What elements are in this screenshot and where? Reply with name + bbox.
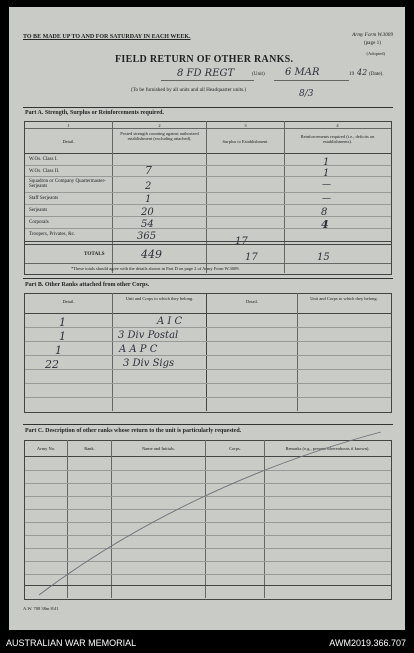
reinf-value: — <box>322 180 331 190</box>
reinf-value: — <box>322 194 331 204</box>
posted-value: 365 <box>137 231 157 242</box>
page-number: (page 1) <box>363 40 381 46</box>
part-c-col-army-no: Army No. <box>36 446 56 451</box>
total-posted: 449 <box>141 248 162 261</box>
part-a-footnote: *These totals should agree with the details shown in Part D on page 2 of Army Form W.3009. <box>71 266 240 271</box>
part-b-unit: A I C <box>157 316 183 327</box>
unit-label: (Unit) <box>252 71 265 77</box>
unit-handwritten: 8 FD REGT <box>177 68 235 79</box>
col-header-posted: Posted strength counting against authorized establishment (excluding attached). <box>120 131 199 141</box>
print-code: A.W. 708 38m 8/41 <box>23 606 59 611</box>
col-header-reinf: Reinforcements required (i.e., deficits on establishments). <box>300 134 375 144</box>
total-reinf: 15 <box>317 252 330 263</box>
archive-credit: AUSTRALIAN WAR MEMORIAL <box>6 638 137 648</box>
posted-value: 54 <box>141 219 154 230</box>
col-num-3: 3 <box>244 123 247 128</box>
col-header-surplus: Surplus to Establishment. <box>222 139 269 144</box>
date-label: (Date). <box>369 71 384 77</box>
posted-value: 20 <box>141 207 154 218</box>
part-c-col-remarks: Remarks (e.g., present whereabouts if known). <box>285 446 370 451</box>
date-handwritten: 6 MAR <box>285 67 320 78</box>
part-b-unit: 3 Div Sigs <box>123 358 175 369</box>
part-b-unit: A A P C <box>119 344 158 355</box>
form-title: FIELD RETURN OF OTHER RANKS. <box>115 54 294 65</box>
part-a-title: Part A. Strength, Surplus or Reinforcements required. <box>25 110 164 116</box>
adopted-label: (Adopted) <box>366 51 385 56</box>
part-c-col-rank: Rank. <box>84 446 95 451</box>
reinf-value: 4 <box>321 218 329 231</box>
row-detail: Squadron or Company Quartermaster-Serjeants <box>29 179 106 189</box>
part-b-col-unit-1: Unit and Corps to which they belong. <box>125 296 194 301</box>
instruction-text: TO BE MADE UP TO AND FOR SATURDAY IN EACH WEEK. <box>23 34 191 40</box>
annotation: 8/3 <box>299 89 314 99</box>
furnish-note: (To be furnished by all units and all Headquarter units.) <box>131 87 247 93</box>
reinf-value: 1 <box>323 168 330 179</box>
col-num-4: 4 <box>336 123 339 128</box>
part-b-detail: 1 <box>55 344 62 357</box>
part-b-detail: 1 <box>59 330 66 343</box>
row-detail: W.Os. Class I. <box>29 157 58 162</box>
row-detail: W.Os. Class II. <box>29 169 60 174</box>
archive-id: AWM2019.366.707 <box>329 638 406 648</box>
part-c-col-name: Name and Initials. <box>141 446 176 451</box>
totals-label: TOTALS <box>84 251 105 257</box>
part-b-unit: 3 Div Postal <box>118 330 179 341</box>
part-c-title: Part C. Description of other ranks whose return to the unit is particularly requested. <box>25 428 242 434</box>
row-detail: Corporals <box>29 220 49 225</box>
row-detail: Staff Serjeants <box>29 196 59 201</box>
col-header-detail: Detail. <box>62 139 75 144</box>
reinf-value: 1 <box>323 157 330 168</box>
form-page <box>9 7 405 630</box>
form-id: Army Form W.3009 <box>352 32 393 38</box>
row-detail: Serjeants <box>29 208 48 213</box>
surplus-value: 17 <box>235 236 248 247</box>
posted-value: 1 <box>145 194 152 205</box>
part-b-detail: 1 <box>59 316 66 329</box>
part-b-title: Part B. Other Ranks attached from other Corps. <box>25 282 150 288</box>
part-b-col-detail-2: Detail. <box>245 299 259 304</box>
reinf-value: 8 <box>321 207 328 218</box>
year-prefix: 19 <box>349 71 355 77</box>
part-b-detail: 22 <box>45 358 59 371</box>
col-num-2: 2 <box>158 123 161 128</box>
row-detail: Troopers, Privates, &c. <box>29 232 76 237</box>
col-num-1: 1 <box>67 123 70 128</box>
part-b-col-unit-2: Unit and Corps to which they belong. <box>310 296 378 301</box>
diagonal-cancel-stroke <box>9 7 405 630</box>
total-surplus: 17 <box>245 252 258 263</box>
posted-value: 2 <box>145 181 152 192</box>
posted-value: 7 <box>145 164 152 177</box>
part-c-col-corps: Corps. <box>229 446 241 451</box>
part-b-col-detail-1: Detail. <box>62 299 75 304</box>
year-handwritten: 42 <box>357 68 368 77</box>
